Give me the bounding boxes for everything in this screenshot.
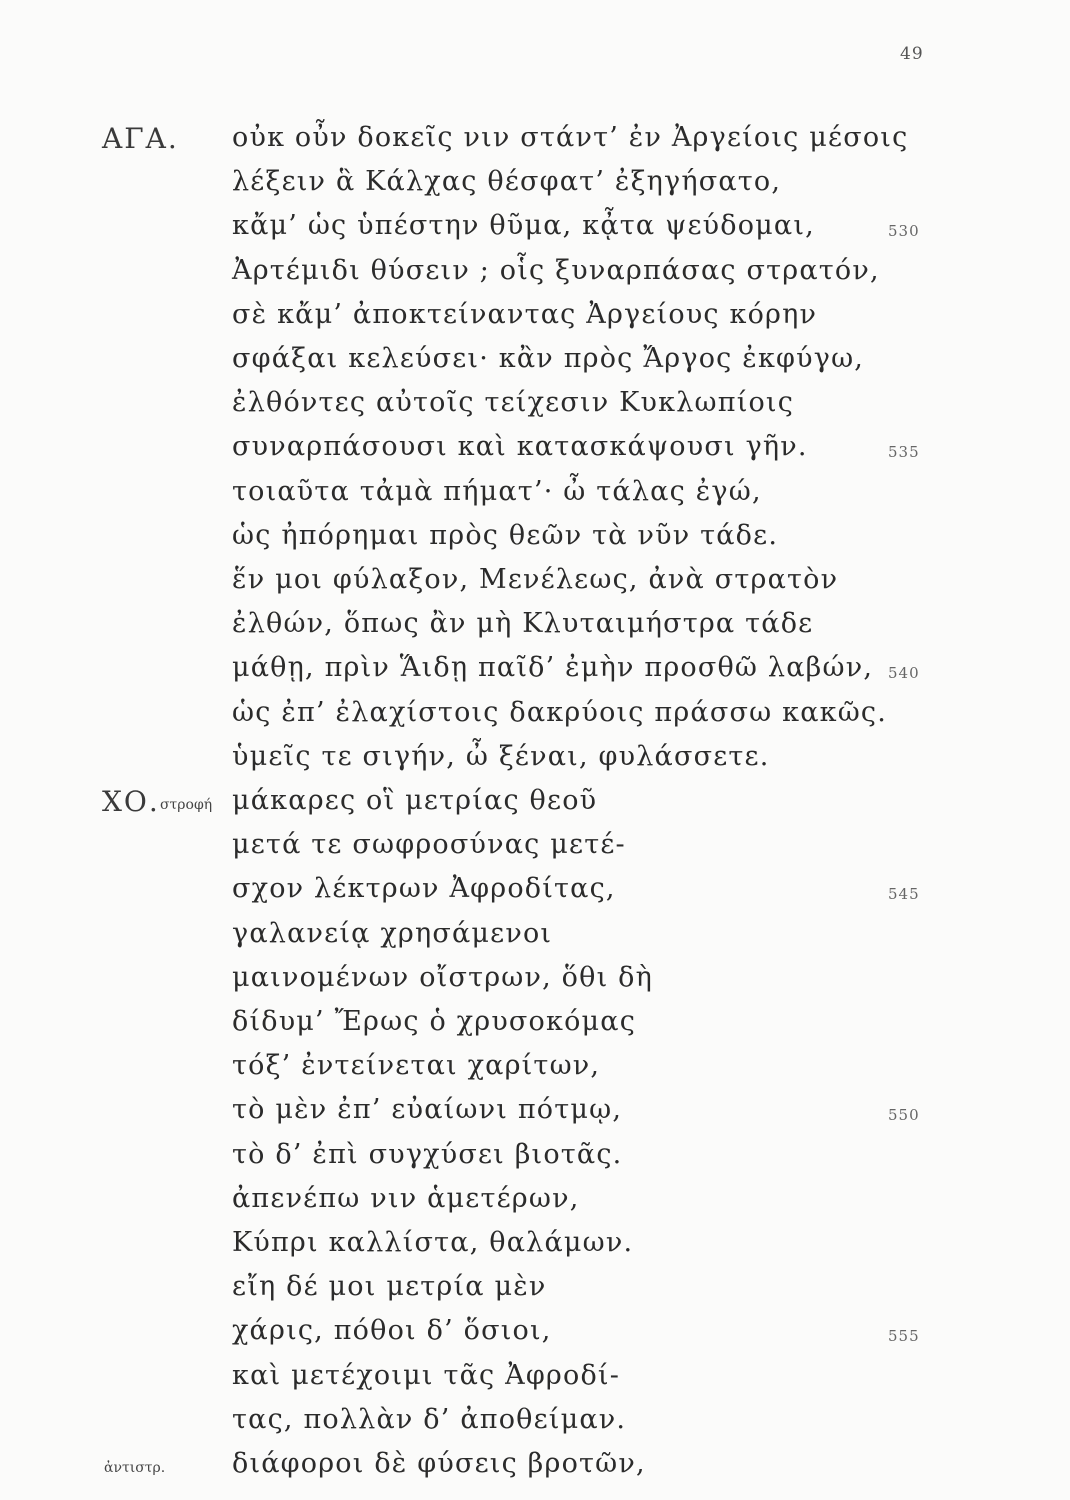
line-number: 545	[888, 885, 920, 904]
verse-text: χάρις, πόθοι δ’ ὅσιοι,	[232, 1315, 552, 1347]
verse-text: συναρπάσουσι καὶ κατασκάψουσι γῆν.	[232, 431, 808, 463]
verse-line	[0, 1360, 1070, 1404]
line-number: 550	[888, 1106, 920, 1125]
verse-line	[0, 1227, 1070, 1271]
verse-line	[0, 520, 1070, 564]
verse-text: Κύπρι καλλίστα, θαλάμων.	[232, 1227, 634, 1258]
line-number: 530	[888, 222, 920, 241]
verse-line	[0, 1094, 1070, 1138]
verse-line	[0, 1183, 1070, 1227]
verse-text: τὸ μὲν ἐπ’ εὐαίωνι πότμῳ,	[232, 1094, 623, 1126]
verse-text: διάφοροι δὲ φύσεις βροτῶν,	[232, 1448, 646, 1479]
verse-text: ὡς ἐπ’ ἐλαχίστοις δακρύοις πράσσω κακῶς.	[232, 696, 888, 728]
verse-line	[0, 652, 1070, 696]
verse-text: κἄμ’ ὡς ὑπέστην θῦμα, κᾆτα ψεύδομαι,	[232, 210, 815, 242]
verse-text: τὸ δ’ ἐπὶ συγχύσει βιοτᾶς.	[232, 1138, 623, 1170]
line-number: 535	[888, 443, 920, 462]
verse-text: εἴη δέ μοι μετρία μὲν	[232, 1271, 547, 1303]
verse-text: ἐλθών, ὅπως ἂν μὴ Κλυταιμήστρα τάδε	[232, 608, 814, 640]
verse-text: σὲ κἄμ’ ἀποκτείναντας Ἀργείους κόρην	[232, 298, 818, 330]
verse-line	[0, 1315, 1070, 1359]
verse-text: μαινομένων οἴστρων, ὅθι δὴ	[232, 961, 653, 993]
verse-line	[0, 299, 1070, 343]
verse-line	[0, 1006, 1070, 1050]
verse-line	[0, 829, 1070, 873]
verse-text: ὡς ἠπόρημαι πρὸς θεῶν τὰ νῦν τάδε.	[232, 519, 779, 551]
speaker-label: ΑΓΑ.	[102, 122, 179, 155]
verse-line	[0, 785, 1070, 829]
verse-line	[0, 1139, 1070, 1183]
section-marker: στροφή	[160, 797, 213, 813]
verse-line	[0, 476, 1070, 520]
verse-text: ἕν μοι φύλαξον, Μενέλεως, ἀνὰ στρατὸν	[232, 564, 839, 595]
verse-line	[0, 343, 1070, 387]
verse-text: σχον λέκτρων Ἀφροδίτας,	[232, 873, 616, 905]
verse-text: μετά τε σωφροσύνας μετέ-	[232, 829, 626, 861]
verse-line	[0, 210, 1070, 254]
verse-text: λέξειν ἃ Κάλχας θέσφατ’ ἐξηγήσατο,	[232, 166, 782, 198]
verse-text: καὶ μετέχοιμι τᾶς Ἀφροδί-	[232, 1359, 621, 1391]
verse-line	[0, 741, 1070, 785]
verse-text: τοιαῦτα τἀμὰ πήματ’· ὦ τάλας ἐγώ,	[232, 475, 762, 507]
verse-text: ἐλθόντες αὐτοῖς τείχεσιν Κυκλωπίοις	[232, 387, 795, 419]
verse-line	[0, 918, 1070, 962]
verse-line	[0, 255, 1070, 299]
verse-line	[0, 166, 1070, 210]
verse-line	[0, 608, 1070, 652]
verse-text: Ἀρτέμιδι θύσειν ; οἷς ξυναρπάσας στρατόν,	[232, 254, 880, 286]
verse-line	[0, 431, 1070, 475]
verse-text: ἀπενέπω νιν ἁμετέρων,	[232, 1182, 580, 1214]
verse-line	[0, 564, 1070, 608]
verse-line	[0, 1448, 1070, 1492]
verse-line	[0, 697, 1070, 741]
verse-text: τόξ’ ἐντείνεται χαρίτων,	[232, 1050, 601, 1082]
line-number: 540	[888, 664, 920, 683]
line-number: 555	[888, 1327, 920, 1346]
verse-text: τας, πολλὰν δ’ ἀποθείμαν.	[232, 1403, 627, 1435]
verse-line	[0, 122, 1070, 166]
speaker-label: ΧΟ.	[102, 785, 160, 818]
verse-text: σφάξαι κελεύσει· κἂν πρὸς Ἄργος ἐκφύγω,	[232, 343, 865, 374]
page-number: 49	[900, 44, 924, 64]
verse-line	[0, 962, 1070, 1006]
verse-text: δίδυμ’ Ἔρως ὁ χρυσοκόμας	[232, 1006, 637, 1037]
section-marker: ἀντιστρ.	[104, 1460, 166, 1476]
verse-line	[0, 1271, 1070, 1315]
verse-text: γαλανείᾳ χρησάμενοι	[232, 917, 553, 949]
verse-line	[0, 1050, 1070, 1094]
verse-text: οὐκ οὖν δοκεῖς νιν στάντ’ ἐν Ἀργείοις μέσοις	[232, 122, 909, 153]
verse-line	[0, 873, 1070, 917]
verse-line	[0, 1404, 1070, 1448]
verse-text: μάθῃ, πρὶν Ἅιδῃ παῖδ’ ἐμὴν προσθῶ λαβών,	[232, 652, 874, 684]
verse-text: μάκαρες οἳ μετρίας θεοῦ	[232, 785, 598, 816]
verse-line	[0, 387, 1070, 431]
verse-text: ὑμεῖς τε σιγήν, ὦ ξέναι, φυλάσσετε.	[232, 740, 770, 772]
